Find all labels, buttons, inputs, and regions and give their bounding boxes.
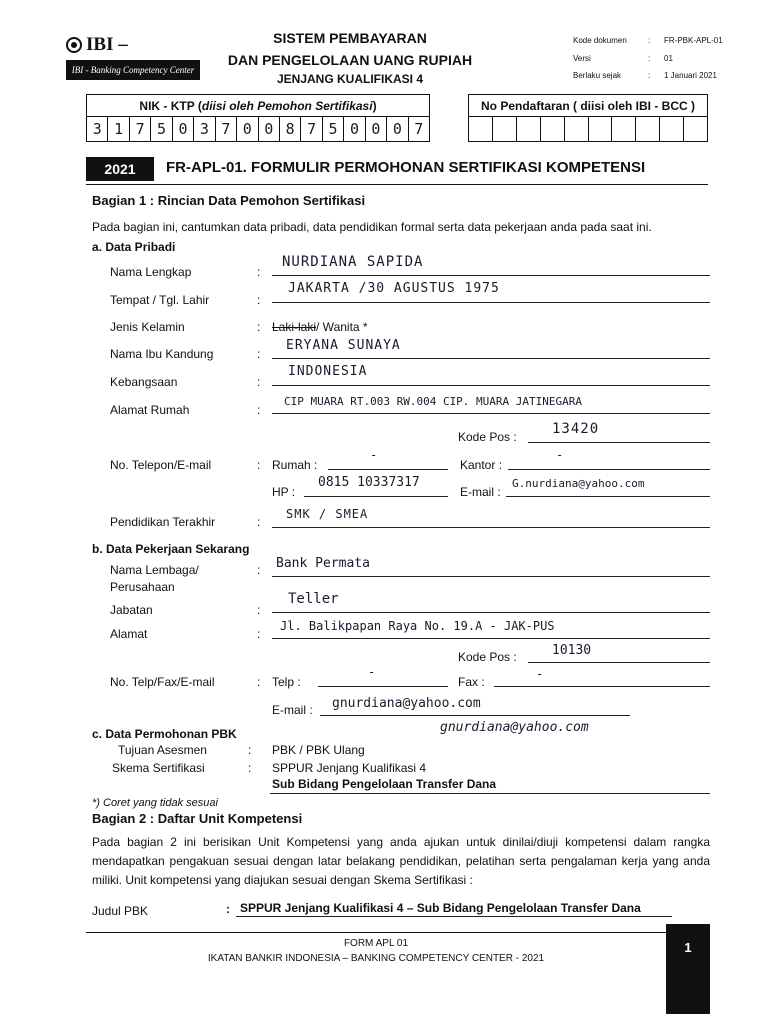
telp-value[interactable]: - [368,665,377,679]
gender-rest: / Wanita * [316,320,368,334]
logo-text: IBI – [86,34,128,55]
registration-cell[interactable] [660,117,684,141]
nik-digit-cell[interactable]: 5 [323,117,344,141]
home-label: Rumah : [272,458,318,472]
meta-value-berlaku: 1 Januari 2021 [664,71,717,80]
scheme-value-2: Sub Bidang Pengelolaan Transfer Dana [272,777,497,791]
footer-org: IKATAN BANKIR INDONESIA – BANKING COMPETENCY CENTER - 2021 [207,953,545,964]
form-year-badge: 2021 [86,157,154,181]
meta-label-kode: Kode dokumen [573,36,627,45]
position-value[interactable]: Teller [288,591,339,607]
work-email-label: E-mail : [272,703,313,717]
work-address-line [272,638,710,639]
part1-title: Bagian 1 : Rincian Data Pemohon Sertifikasi [92,193,366,208]
work-postcode-line [528,662,710,663]
registration-cell[interactable] [469,117,493,141]
nik-digit-cell[interactable]: 5 [151,117,172,141]
office-line [508,469,710,470]
work-contact-label: No. Telp/Fax/E-mail [110,675,215,689]
judul-value: SPPUR Jenjang Kualifikasi 4 – Sub Bidang Pengelolaan Transfer Dana [240,901,641,915]
header-title-2: DAN PENGELOLAAN UANG RUPIAH [227,52,473,68]
postcode-line [528,442,710,443]
work-heading: b. Data Pekerjaan Sekarang [92,542,250,556]
meta-label-versi: Versi [573,54,591,63]
nationality-label: Kebangsaan [110,375,178,389]
registration-cell[interactable] [589,117,613,141]
company-label-2: Perusahaan [110,580,175,594]
email-line [506,496,710,497]
postcode-label: Kode Pos : [458,430,517,444]
nationality-value[interactable]: INDONESIA [288,364,368,379]
position-line [272,612,710,613]
address-label: Alamat Rumah [110,403,190,417]
registration-cell[interactable] [565,117,589,141]
email-label: E-mail : [460,485,501,499]
registration-label: No Pendaftaran ( diisi oleh IBI - BCC ) [469,95,707,117]
gender-value[interactable] [272,320,368,334]
nik-digit-cell[interactable]: 0 [173,117,194,141]
gender-struck: Laki-laki [272,320,317,334]
gender-label: Jenis Kelamin [110,320,185,334]
part2-title: Bagian 2 : Daftar Unit Kompetensi [92,811,303,826]
application-heading: c. Data Permohonan PBK [92,727,237,741]
title-rule [86,184,708,185]
address-value[interactable]: CIP MUARA RT.003 RW.004 CIP. MUARA JATINEGARA [284,395,583,408]
work-email-line [320,715,630,716]
scheme-label: Skema Sertifikasi [112,761,205,775]
footer-form-code: FORM APL 01 [343,938,409,949]
telp-line [318,686,448,687]
registration-cell[interactable] [612,117,636,141]
nationality-line [272,385,710,386]
hp-line [304,496,448,497]
name-label: Nama Lengkap [110,265,192,279]
company-label-1: Nama Lembaga/ [110,563,199,577]
fax-value[interactable]: - [536,667,545,681]
birth-label: Tempat / Tgl. Lahir [110,293,210,307]
ibi-logo [66,32,200,80]
phone-label: No. Telepon/E-mail [110,458,212,472]
birth-line [272,302,710,303]
nik-digit-cell[interactable]: 7 [414,120,424,138]
office-value[interactable]: - [556,448,565,462]
home-line [328,469,448,470]
nik-digit-cell[interactable]: 7 [216,117,237,141]
work-postcode-label: Kode Pos : [458,650,517,664]
work-address-label: Alamat [110,627,148,641]
page-number: 1 [666,924,710,1014]
address-line [272,413,710,414]
judul-line [236,916,672,917]
birth-value[interactable]: JAKARTA /30 AGUSTUS 1975 [288,281,500,296]
nik-table [86,94,430,142]
position-label: Jabatan [110,603,153,617]
judul-label: Judul PBK [92,904,149,918]
nik-digit-cell[interactable]: 0 [366,117,387,141]
telp-label: Telp : [272,675,301,689]
strike-note: *) Coret yang tidak sesuai [92,797,218,809]
company-line [272,576,710,577]
meta-value-kode: FR-PBK-APL-01 [664,36,723,45]
purpose-label: Tujuan Asesmen [118,743,207,757]
hp-value[interactable]: 0815 10337317 [318,475,420,490]
registration-cell[interactable] [684,117,707,141]
registration-cell[interactable] [636,117,660,141]
header-title-1: SISTEM PEMBAYARAN [273,30,427,46]
mother-value[interactable]: ERYANA SUNAYA [286,338,401,353]
fax-line [494,686,710,687]
nik-digit-cell[interactable]: 0 [344,117,365,141]
meta-label-berlaku: Berlaku sejak [573,71,622,80]
footer-rule [86,932,666,933]
meta-value-versi: 01 [664,54,673,63]
scheme-value-1: SPPUR Jenjang Kualifikasi 4 [272,761,427,775]
postcode-value[interactable]: 13420 [552,421,600,437]
fax-label: Fax : [458,675,485,689]
office-label: Kantor : [460,458,503,472]
work-postcode-value[interactable]: 10130 [552,643,592,658]
nik-label: NIK - KTP ( diisi oleh Pemohon Sertifikasi ) [87,95,429,117]
education-value[interactable]: SMK / SMEA [286,507,369,521]
personal-heading: a. Data Pribadi [92,240,176,254]
part1-intro: Pada bagian ini, cantumkan data pribadi, data pendidikan formal serta data pekerjaan anda pada saat ini. [92,220,652,234]
work-address-value[interactable]: Jl. Balikpapan Raya No. 19.A - JAK-PUS [280,619,555,633]
form-title: FR-APL-01. FORMULIR PERMOHONAN SERTIFIKASI KOMPETENSI [166,159,646,176]
company-value[interactable]: Bank Permata [276,556,370,571]
purpose-value[interactable]: PBK / PBK Ulang [272,743,365,757]
nik-digit-cell[interactable]: 7 [301,117,322,141]
mother-line [272,358,710,359]
nik-cells[interactable] [87,117,429,141]
work-email-value[interactable]: gnurdiana@yahoo.com [332,696,481,711]
registration-cell[interactable] [541,117,565,141]
nik-digit-cell[interactable]: 1 [108,117,129,141]
education-label: Pendidikan Terakhir [110,515,216,529]
name-value[interactable]: NURDIANA SAPIDA [282,254,424,270]
scheme-line [270,793,710,794]
nik-digit-cell[interactable]: 0 [259,117,280,141]
education-line [272,527,710,528]
ibi-emblem-icon [66,37,82,53]
nik-digit-cell[interactable]: 0 [387,117,408,141]
hp-label: HP : [272,485,296,499]
nik-digit-cell[interactable]: 3 [87,117,108,141]
nik-digit-cell[interactable]: 7 [130,117,151,141]
email-value[interactable]: G.nurdiana@yahoo.com [512,477,645,490]
nik-digit-cell[interactable]: 8 [280,117,301,141]
registration-cells[interactable] [469,117,707,141]
logo-subtitle: IBI - Banking Competency Center [66,60,200,80]
application-email-note: gnurdiana@yahoo.com [440,720,589,735]
nik-digit-cell[interactable]: 0 [237,117,258,141]
name-line [272,275,710,276]
home-value[interactable]: - [370,448,379,462]
registration-table [468,94,708,142]
part2-paragraph: Pada bagian 2 ini berisikan Unit Kompetensi yang anda ajukan untuk dinilai/diuji kompetensi dalam rangka mendapatkan pengakuan sesuai dengan latar belakang pendidikan, pelatihan serta pengalaman kerja yang anda miliki. Unit kompetensi yang diajukan sesuai dengan Skema Sertifikasi : [92,835,710,887]
nik-digit-cell[interactable]: 3 [194,117,215,141]
registration-cell[interactable] [493,117,517,141]
registration-cell[interactable] [517,117,541,141]
header-title-3: JENJANG KUALIFIKASI 4 [276,72,424,86]
mother-label: Nama Ibu Kandung [110,347,214,361]
